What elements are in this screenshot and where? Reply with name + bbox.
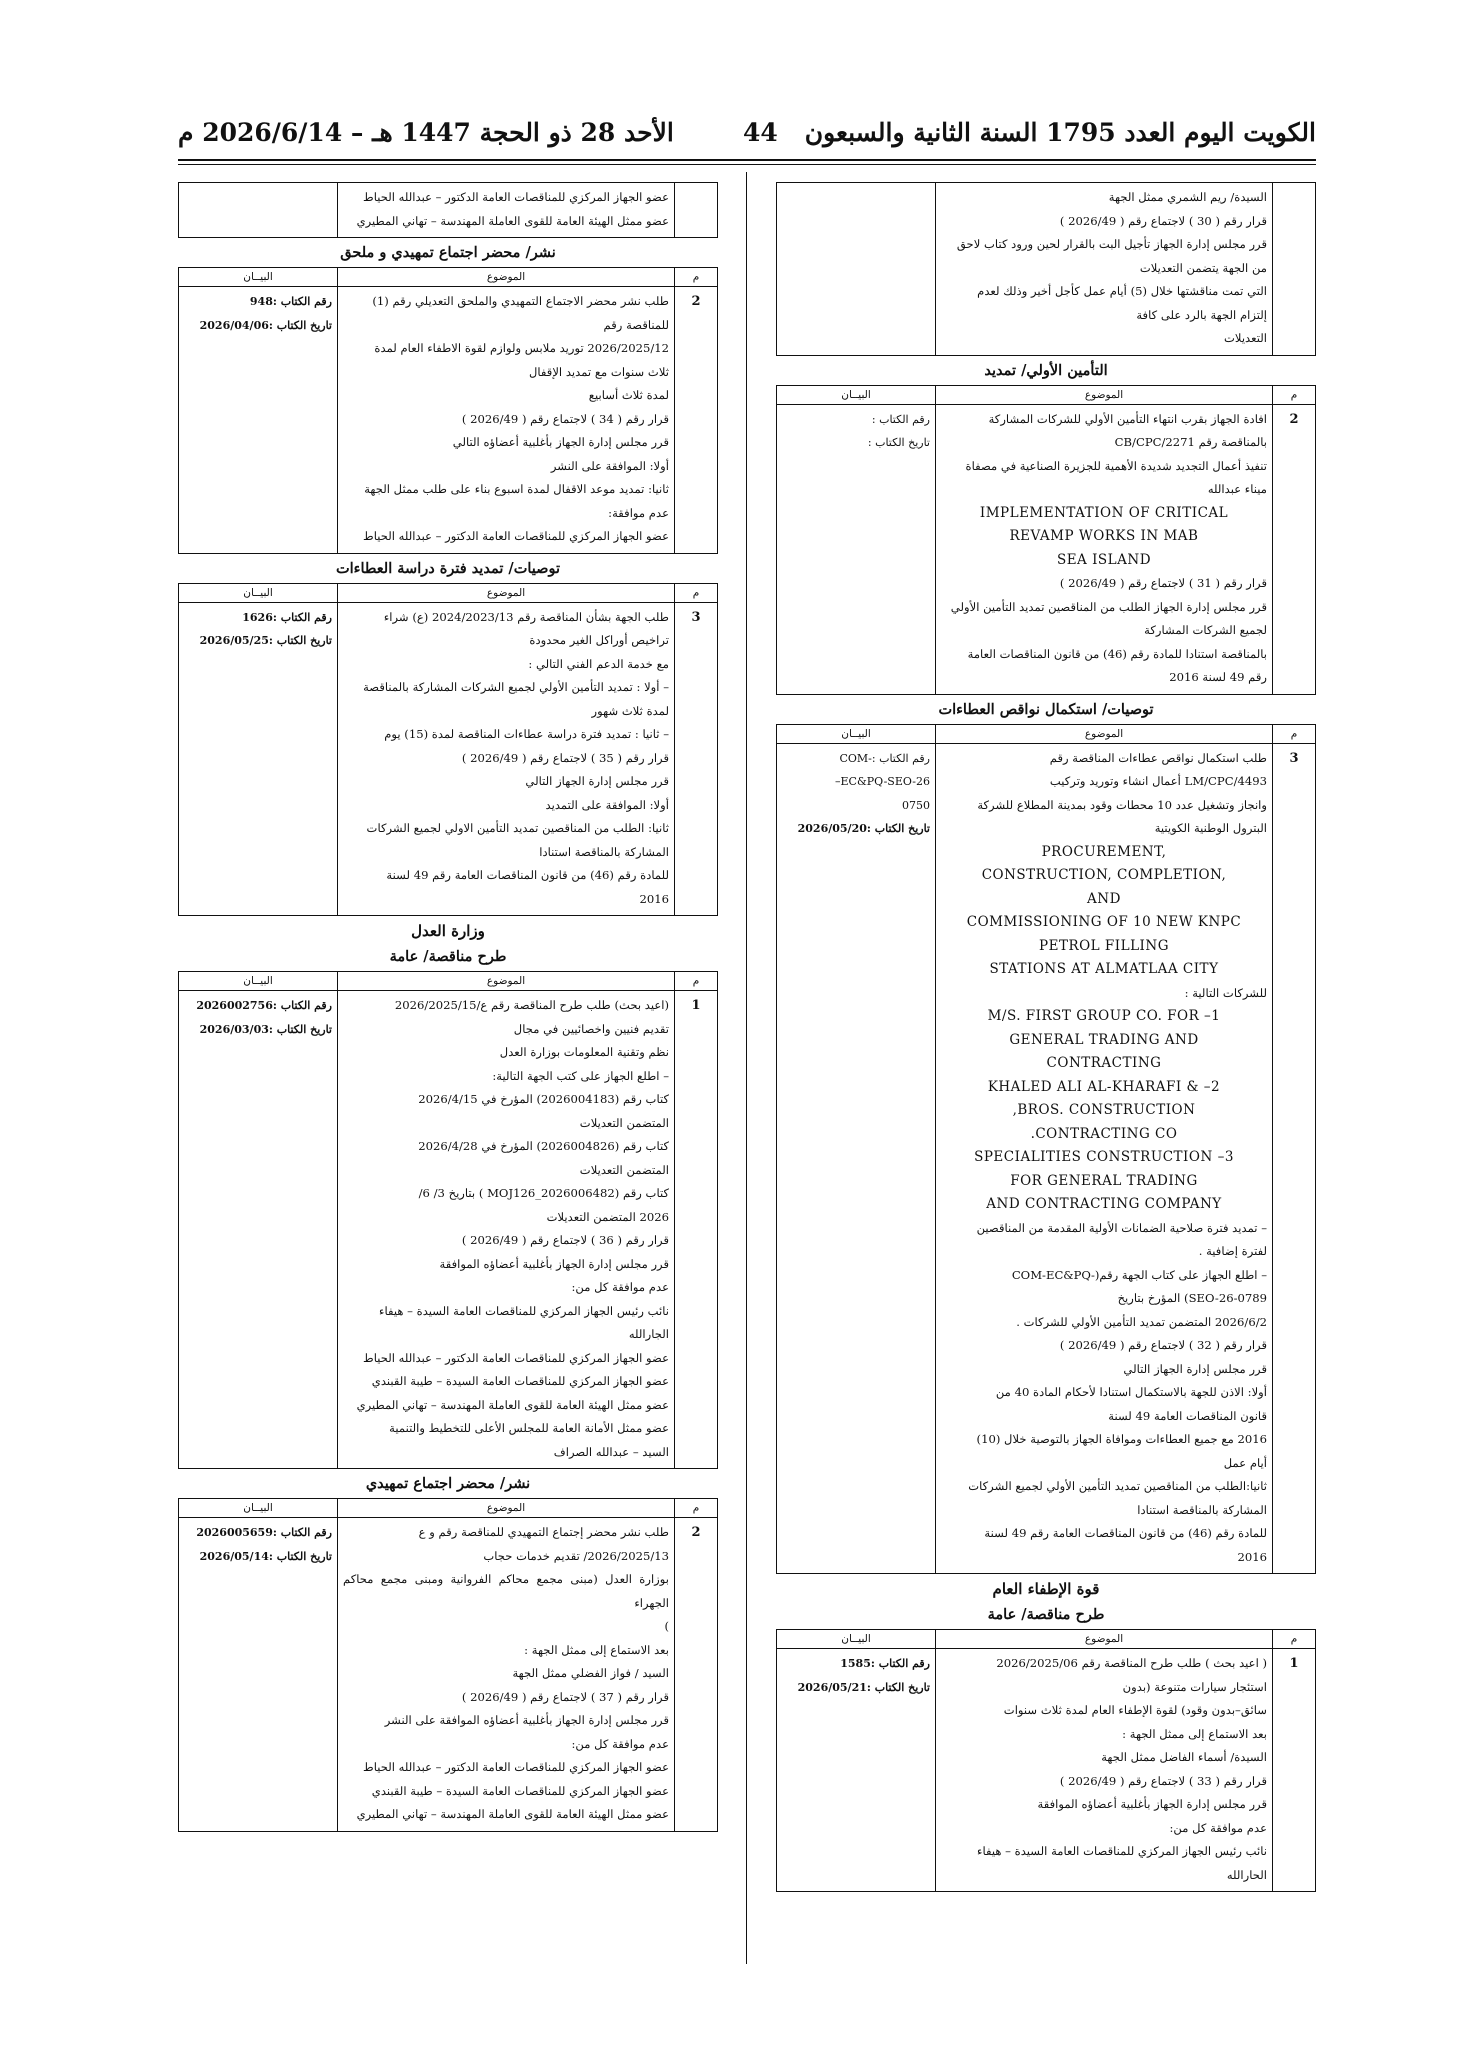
latin-text-line: PETROL FILLING bbox=[1039, 937, 1169, 954]
text-line: بعد الاستماع إلى ممثل الجهة : bbox=[524, 1642, 669, 1657]
record-subject bbox=[338, 287, 675, 554]
record-table bbox=[178, 1498, 718, 1832]
text-line: ميناء عبدالله bbox=[1207, 482, 1267, 496]
text-line: أيام عمل bbox=[1223, 1455, 1267, 1470]
text-line: قرر مجلس إدارة الجهاز التالي bbox=[525, 774, 669, 788]
table-header-row bbox=[777, 1630, 1316, 1649]
text-line: تاريخ الكتاب :2026/05/14 bbox=[199, 1549, 332, 1563]
text-line: بوزارة العدل (مبنى مجمع محاكم الفروانية ومبنى مجمع محاكم الجهراء bbox=[343, 1572, 669, 1610]
text-line: قرار رقم ( 30 ) لاجتماع رقم ( 2026/49 ) bbox=[1059, 213, 1267, 228]
text-line: التي تمت مناقشتها خلال (5) أيام عمل كأجل أخير وذلك لعدم bbox=[977, 284, 1267, 298]
text-line: البترول الوطنية الكويتية bbox=[1154, 821, 1267, 835]
col-header-num: م bbox=[675, 268, 718, 287]
text-line: تاريخ الكتاب :2026/04/06 bbox=[199, 318, 332, 332]
text-line: رقم الكتاب : bbox=[871, 412, 930, 426]
record-number-cell bbox=[675, 183, 718, 238]
text-line: عضو الجهاز المركزي للمناقصات العامة الدكتور – عبدالله الحياط bbox=[363, 190, 669, 204]
record-number: 2 bbox=[675, 1518, 718, 1832]
text-line: ثانيا:الطلب من المناقصين تمديد التأمين الأولي لجميع الشركات bbox=[968, 1479, 1267, 1493]
latin-text-line: COMMISSIONING OF 10 NEW KNPC bbox=[966, 914, 1242, 930]
record-table bbox=[776, 385, 1316, 695]
text-line: للمناقصة رقم bbox=[603, 317, 669, 332]
record-number: 2 bbox=[1273, 404, 1316, 694]
table-row bbox=[179, 287, 718, 554]
text-line: LM/CPC/4493 أعمال انشاء وتوريد وتركيب bbox=[1049, 774, 1267, 788]
latin-text-line: CONSTRUCTION, COMPLETION, bbox=[981, 867, 1227, 883]
text-line: رقم الكتاب :2026002756 bbox=[196, 999, 332, 1012]
text-line: عضو الجهاز المركزي للمناقصات العامة الدكتور – عبدالله الحياط bbox=[363, 1760, 669, 1774]
text-line: قرر مجلس إدارة الجهاز بأغلبية أعضاؤه الموافقة على النشر bbox=[384, 1713, 669, 1727]
text-line: أولا: الاذن للجهة بالاستكمال استنادا لأحكام المادة 40 من bbox=[995, 1385, 1267, 1399]
text-line: تاريخ الكتاب :2026/05/21 bbox=[797, 1680, 930, 1694]
col-header-num: م bbox=[1273, 724, 1316, 743]
text-line: 2026/2025/13/ تقديم خدمات حجاب bbox=[483, 1548, 669, 1563]
text-line: رقم الكتاب :-COM bbox=[839, 751, 930, 765]
text-line: للمادة رقم (46) من قانون المناقصات العامة رقم 49 لسنة bbox=[984, 1526, 1267, 1540]
col-header-subject: الموضوع bbox=[338, 1499, 675, 1518]
organization-title: قوة الإطفاء العام bbox=[992, 1580, 1100, 1598]
text-line: مع خدمة الدعم الفني التالي : bbox=[528, 656, 669, 671]
table-row bbox=[777, 1649, 1316, 1892]
col-header-num: م bbox=[675, 583, 718, 602]
text-line: قرر مجلس إدارة الجهاز بأغلبية أعضاؤه الموافقة bbox=[439, 1256, 669, 1271]
record-bayan bbox=[777, 404, 936, 694]
section-title: التأمين الأولي/ تمديد bbox=[984, 361, 1108, 379]
latin-text-line: KHALED ALI AL-KHARAFI & –2 bbox=[987, 1078, 1221, 1095]
text-line: طلب نشر محضر الاجتماع التمهيدي والملحق التعديلي رقم (1) bbox=[372, 294, 669, 308]
text-line: قرر مجلس إدارة الجهاز بأغلبية أعضاؤه الموافقة bbox=[1037, 1797, 1267, 1811]
text-line: رقم الكتاب :2026005659 bbox=[196, 1526, 332, 1539]
text-line: – اطلع الجهاز على كتاب الجهة رقم(-COM-EC&PQ bbox=[1011, 1267, 1267, 1282]
latin-text-line: FOR GENERAL TRADING bbox=[1010, 1172, 1198, 1189]
text-line: إلتزام الجهة بالرد على كافة bbox=[1136, 307, 1267, 322]
text-line: عدم موافقة: bbox=[608, 505, 669, 520]
col-header-num: م bbox=[675, 1499, 718, 1518]
text-line: كتاب رقم (MOJ126_2026006482 ) بتاريخ 3/ 6/ bbox=[418, 1186, 669, 1200]
record-bayan bbox=[179, 287, 338, 554]
text-line: – اطلع الجهاز على كتب الجهة التالية: bbox=[492, 1068, 669, 1083]
latin-text-line: AND CONTRACTING COMPANY bbox=[986, 1196, 1222, 1212]
column-divider bbox=[746, 172, 747, 1964]
text-line: 2016 bbox=[1237, 1549, 1267, 1564]
latin-text-line: .CONTRACTING CO bbox=[1030, 1125, 1178, 1142]
text-line: الجارالله bbox=[628, 1327, 669, 1341]
text-line: (اعيد بحث) طلب طرح المناقصة رقم ع/2026/2025/15 bbox=[394, 998, 669, 1012]
section-title: طرح مناقصة/ عامة bbox=[389, 948, 507, 965]
text-line: عضو الجهاز المركزي للمناقصات العامة السيدة – طيبة القبندي bbox=[371, 1374, 669, 1388]
latin-text-line: IMPLEMENTATION OF CRITICAL bbox=[979, 504, 1229, 521]
text-line: قرر مجلس إدارة الجهاز الطلب من المناقصين تمديد التأمين الأولي bbox=[950, 599, 1267, 614]
col-header-subject: الموضوع bbox=[936, 1630, 1273, 1649]
text-line: قرار رقم ( 34 ) لاجتماع رقم ( 2026/49 ) bbox=[461, 411, 669, 426]
text-line: لمدة ثلاث شهور bbox=[591, 703, 669, 718]
text-line: بالمناقصة رقم CB/CPC/2271 bbox=[1114, 435, 1267, 449]
text-line: ثلاث سنوات مع تمديد الإقفال bbox=[528, 364, 669, 379]
text-line: قرر مجلس إدارة الجهاز التالي bbox=[1123, 1361, 1267, 1376]
text-line: تقديم فنيين واخصائيين في مجال bbox=[513, 1021, 669, 1036]
text-line: عضو الجهاز المركزي للمناقصات العامة الدكتور – عبدالله الحياط bbox=[363, 529, 669, 543]
record-subject bbox=[338, 602, 675, 916]
text-line: قرار رقم ( 35 ) لاجتماع رقم ( 2026/49 ) bbox=[461, 750, 669, 765]
text-line: عدم موافقة كل من: bbox=[571, 1736, 669, 1751]
latin-text-line: CONTRACTING bbox=[1046, 1055, 1162, 1071]
text-line: – ثانيا : تمديد فترة دراسة عطاءات المناقصة لمدة (15) يوم bbox=[384, 727, 669, 741]
col-header-num: م bbox=[1273, 385, 1316, 404]
text-line: للمادة رقم (46) من قانون المناقصات العامة رقم 49 لسنة bbox=[386, 868, 669, 882]
col-header-subject: الموضوع bbox=[338, 268, 675, 287]
text-line: رقم 49 لسنة 2016 bbox=[1169, 670, 1267, 684]
text-line: قرار رقم ( 33 ) لاجتماع رقم ( 2026/49 ) bbox=[1059, 1773, 1267, 1788]
text-line: ) bbox=[664, 1619, 669, 1633]
text-line: قرار رقم ( 32 ) لاجتماع رقم ( 2026/49 ) bbox=[1059, 1338, 1267, 1352]
text-line: 2016 bbox=[639, 891, 669, 906]
text-line: من الجهة يتضمن التعديلات bbox=[1139, 260, 1267, 275]
table-row bbox=[179, 1518, 718, 1832]
text-line: افادة الجهاز بقرب انتهاء التأمين الأولي للشركات المشاركة bbox=[988, 411, 1267, 426]
section-title: نشر/ محضر اجتماع تمهيدي و ملحق bbox=[340, 244, 556, 261]
record-subject bbox=[338, 991, 675, 1469]
record-bayan bbox=[179, 183, 338, 238]
col-header-subject: الموضوع bbox=[338, 583, 675, 602]
table-header-row bbox=[777, 724, 1316, 743]
col-header-bayan: البيــان bbox=[777, 724, 936, 743]
text-line: تراخيص أوراكل الغير محدودة bbox=[529, 633, 669, 647]
text-line: 2026 المتضمن التعديلات bbox=[546, 1209, 669, 1224]
section-title: توصيات/ استكمال نواقص العطاءات bbox=[938, 700, 1154, 718]
text-line: السيد / فواز الفضلي ممثل الجهة bbox=[512, 1666, 669, 1680]
page-number: 44 bbox=[743, 118, 778, 147]
col-header-bayan: البيــان bbox=[179, 268, 338, 287]
header-rule bbox=[178, 159, 1316, 161]
table-row bbox=[777, 404, 1316, 694]
text-line: 2026/2025/12 توريد ملابس ولوازم لقوة الاطفاء العام لمدة bbox=[374, 341, 669, 355]
latin-text-line: REVAMP WORKS IN MAB bbox=[1009, 528, 1199, 544]
text-line: المشاركة بالمناقصة استنادا bbox=[1137, 1502, 1267, 1517]
text-line: تنفيذ أعمال التجديد شديدة الأهمية للجزيرة الصناعية في مصفاة bbox=[965, 458, 1267, 473]
latin-text-line: ,BROS. CONSTRUCTION bbox=[1012, 1102, 1196, 1118]
text-line: 2016 مع جميع العطاءات وموافاة الجهاز بالتوصية خلال (10) bbox=[976, 1432, 1267, 1446]
record-bayan bbox=[777, 1649, 936, 1892]
record-number: 1 bbox=[675, 991, 718, 1469]
table-header-row bbox=[179, 583, 718, 602]
continuation-table bbox=[776, 182, 1316, 356]
text-line: طلب الجهة بشأن المناقصة رقم 2024/2023/13 (ع) شراء bbox=[383, 609, 669, 624]
text-line: عدم موافقة كل من: bbox=[1169, 1820, 1267, 1835]
text-line: المتضمن التعديلات bbox=[579, 1162, 669, 1177]
text-line: التعديلات bbox=[1224, 331, 1267, 345]
table-row bbox=[179, 991, 718, 1469]
page-header bbox=[178, 118, 1316, 154]
text-line: تاريخ الكتاب : bbox=[867, 436, 930, 449]
record-bayan bbox=[179, 991, 338, 1469]
col-header-subject: الموضوع bbox=[936, 724, 1273, 743]
text-line: قرر مجلس إدارة الجهاز بأغلبية أعضاؤه التالي bbox=[452, 435, 669, 449]
record-number-cell bbox=[1273, 183, 1316, 356]
text-line: رقم الكتاب :948 bbox=[249, 295, 332, 308]
record-subject bbox=[338, 183, 675, 238]
text-line: أولا: الموافقة على النشر bbox=[550, 458, 669, 473]
text-line: وانجاز وتشغيل عدد 10 محطات وقود بمدينة المطلاع للشركة bbox=[977, 797, 1267, 812]
text-line: 2026/6/2 المتضمن تمديد التأمين الأولي للشركات . bbox=[1016, 1314, 1267, 1329]
text-line: طلب استكمال نواقص عطاءات المناقصة رقم bbox=[1049, 750, 1267, 765]
text-line: سائق–بدون وقود) لقوة الإطفاء العام لمدة ثلاث سنوات bbox=[1003, 1703, 1267, 1717]
col-header-bayan: البيــان bbox=[777, 385, 936, 404]
text-line: طلب نشر محضر إجتماع التمهيدي للمناقصة رقم و ع bbox=[418, 1525, 669, 1539]
continuation-table bbox=[178, 182, 718, 238]
text-line: – أولا : تمديد التأمين الأولي لجميع الشركات المشاركة بالمناقصة bbox=[363, 680, 669, 694]
text-line: عضو الجهاز المركزي للمناقصات العامة الدكتور – عبدالله الحياط bbox=[363, 1350, 669, 1365]
text-line: تاريخ الكتاب :2026/05/20 bbox=[797, 822, 930, 835]
left-column bbox=[178, 182, 718, 1835]
text-line: استئجار سيارات متنوعة (بدون bbox=[1122, 1679, 1267, 1694]
latin-text-line: AND bbox=[1087, 890, 1121, 907]
right-column bbox=[776, 182, 1316, 1895]
text-line: السيدة/ أسماء الفاضل ممثل الجهة bbox=[1101, 1750, 1267, 1764]
latin-text-line: SPECIALITIES CONSTRUCTION –3 bbox=[974, 1149, 1234, 1165]
table-header-row bbox=[179, 972, 718, 991]
text-line: كتاب رقم (2026004826) المؤرخ في 2026/4/28 bbox=[418, 1139, 669, 1153]
header-issue-info: الكويت اليوم العدد 1795 السنة الثانية والسبعون bbox=[804, 118, 1316, 147]
record-number: 1 bbox=[1273, 1649, 1316, 1892]
latin-text-line: SEA ISLAND bbox=[1056, 551, 1152, 568]
text-line: عضو الجهاز المركزي للمناقصات العامة السيدة – طيبة القبندي bbox=[371, 1783, 669, 1798]
col-header-num: م bbox=[1273, 1630, 1316, 1649]
record-table bbox=[178, 583, 718, 917]
col-header-num: م bbox=[675, 972, 718, 991]
col-header-bayan: البيــان bbox=[777, 1630, 936, 1649]
text-line: نائب رئيس الجهاز المركزي للمناقصات العامة السيدة – هيفاء bbox=[379, 1303, 669, 1318]
latin-text-line: GENERAL TRADING AND bbox=[1009, 1031, 1199, 1048]
text-line: SEO-26-0789) المؤرخ بتاريخ bbox=[1117, 1291, 1267, 1305]
text-line: قرار رقم ( 36 ) لاجتماع رقم ( 2026/49 ) bbox=[461, 1233, 669, 1247]
table-header-row bbox=[179, 268, 718, 287]
text-line: ثانيا: الطلب من المناقصين تمديد التأمين الاولي لجميع الشركات bbox=[366, 821, 669, 835]
record-subject bbox=[936, 183, 1273, 356]
text-line: عدم موافقة كل من: bbox=[571, 1280, 669, 1294]
text-line: الحارالله bbox=[1226, 1867, 1267, 1882]
header-rule-thin bbox=[178, 164, 1316, 165]
record-bayan bbox=[179, 1518, 338, 1832]
record-table bbox=[178, 971, 718, 1469]
text-line: عضو ممثل الهيئة العامة للقوى العاملة المهندسة – تهاني المطيري bbox=[356, 1807, 669, 1821]
record-bayan bbox=[777, 743, 936, 1574]
table-row bbox=[777, 743, 1316, 1574]
record-bayan bbox=[777, 183, 936, 356]
text-line: بالمناقصة استنادا للمادة رقم (46) من قانون المناقصات العامة bbox=[967, 646, 1267, 661]
text-line: قرار رقم ( 37 ) لاجتماع رقم ( 2026/49 ) bbox=[461, 1689, 669, 1704]
text-line: لجميع الشركات المشاركة bbox=[1144, 623, 1267, 637]
text-line: السيد – عبدالله الصراف bbox=[553, 1444, 669, 1459]
section-title: توصيات/ تمديد فترة دراسة العطاءات bbox=[335, 559, 560, 577]
col-header-subject: الموضوع bbox=[338, 972, 675, 991]
text-line: قانون المناقصات العامة 49 لسنة bbox=[1108, 1408, 1267, 1423]
organization-title: وزارة العدل bbox=[411, 922, 485, 940]
record-subject bbox=[936, 743, 1273, 1574]
text-line: نائب رئيس الجهاز المركزي للمناقصات العامة السيدة – هيفاء bbox=[977, 1844, 1267, 1858]
latin-text-line: M/S. FIRST GROUP CO. FOR –1 bbox=[987, 1008, 1221, 1024]
text-line: عضو ممثل الهيئة العامة للقوى العاملة المهندسة – تهاني المطيري bbox=[356, 1397, 669, 1412]
table-header-row bbox=[179, 1499, 718, 1518]
text-line: – تمديد فترة صلاحية الضمانات الأولية المقدمة من المناقصين bbox=[976, 1220, 1267, 1235]
section-title: نشر/ محضر اجتماع تمهيدي bbox=[365, 1475, 531, 1492]
record-table bbox=[178, 267, 718, 554]
text-line: رقم الكتاب :1585 bbox=[840, 1657, 930, 1670]
record-bayan bbox=[179, 602, 338, 916]
record-table bbox=[776, 724, 1316, 1575]
header-date: الأحد 28 ذو الحجة 1447 هـ – 2026/6/14 م bbox=[178, 118, 674, 147]
text-line: بعد الاستماع إلى ممثل الجهة : bbox=[1122, 1726, 1267, 1741]
col-header-bayan: البيــان bbox=[179, 972, 338, 991]
text-line: المتضمن التعديلات bbox=[579, 1115, 669, 1130]
col-header-subject: الموضوع bbox=[936, 385, 1273, 404]
record-subject bbox=[338, 1518, 675, 1832]
text-line: عضو ممثل الهيئة العامة للقوى العاملة المهندسة – تهاني المطيري bbox=[356, 213, 669, 228]
table-row bbox=[179, 602, 718, 916]
text-line: للشركات التالية : bbox=[1184, 985, 1267, 1000]
text-line: EC&PQ-SEO-26– bbox=[835, 775, 930, 788]
col-header-bayan: البيــان bbox=[179, 583, 338, 602]
text-line: تاريخ الكتاب :2026/03/03 bbox=[199, 1022, 332, 1036]
text-line: رقم الكتاب :1626 bbox=[242, 610, 332, 624]
text-line: كتاب رقم (2026004183) المؤرخ في 2026/4/15 bbox=[418, 1092, 669, 1106]
table-header-row bbox=[777, 385, 1316, 404]
text-line: 0750 bbox=[902, 798, 930, 812]
record-subject bbox=[936, 404, 1273, 694]
text-line: السيدة/ ريم الشمري ممثل الجهة bbox=[1108, 190, 1267, 204]
text-line: لفترة إضافية . bbox=[1198, 1244, 1267, 1258]
record-number: 3 bbox=[675, 602, 718, 916]
record-number: 2 bbox=[675, 287, 718, 554]
record-subject bbox=[936, 1649, 1273, 1892]
record-number: 3 bbox=[1273, 743, 1316, 1574]
text-line: أولا: الموافقة على التمديد bbox=[545, 797, 669, 812]
text-line: تاريخ الكتاب :2026/05/25 bbox=[199, 634, 332, 647]
text-line: عضو ممثل الأمانة العامة للمجلس الأعلى للتخطيط والتنمية bbox=[389, 1421, 669, 1435]
record-table bbox=[776, 1629, 1316, 1892]
latin-text-line: PROCUREMENT, bbox=[1041, 843, 1167, 860]
text-line: ( اعيد بحث ) طلب طرح المناقصة رقم 2026/2025/06 bbox=[996, 1656, 1267, 1670]
section-title: طرح مناقصة/ عامة bbox=[987, 1606, 1105, 1623]
text-line: المشاركة بالمناقصة استنادا bbox=[539, 844, 669, 859]
text-line: قرار رقم ( 31 ) لاجتماع رقم ( 2026/49 ) bbox=[1059, 576, 1267, 590]
text-line: قرر مجلس إدارة الجهاز تأجيل البت بالقرار لحين ورود كتاب لاحق bbox=[956, 237, 1267, 251]
col-header-bayan: البيــان bbox=[179, 1499, 338, 1518]
latin-text-line: STATIONS AT ALMATLAA CITY bbox=[989, 961, 1219, 977]
text-line: نظم وتقنية المعلومات بوزارة العدل bbox=[499, 1045, 669, 1059]
text-line: لمدة ثلاث أسابيع bbox=[588, 388, 669, 402]
text-line: ثانيا: تمديد موعد الاقفال لمدة اسبوع بناء على طلب ممثل الجهة bbox=[364, 482, 669, 496]
